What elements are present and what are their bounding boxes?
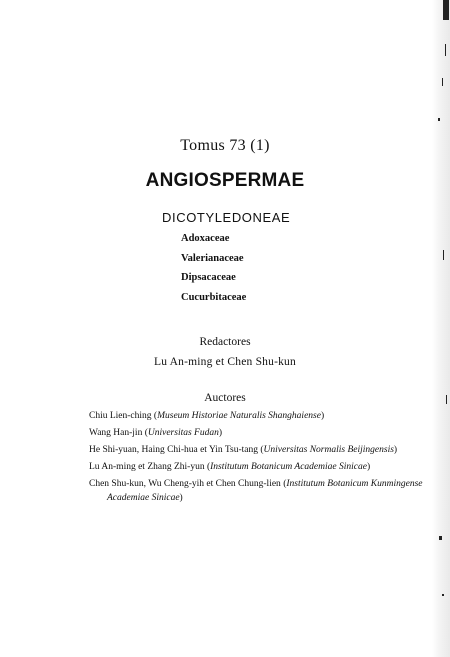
volume-number: Tomus 73 (1) xyxy=(180,137,270,154)
author-institution: Universitas Normalis Beijingensis xyxy=(263,445,394,455)
scan-mark xyxy=(439,536,442,540)
author-institution: Institutum Botanicum Kunmingense Academiae Sinicae xyxy=(107,479,423,503)
author-list xyxy=(89,409,429,508)
author-institution: Museum Historiae Naturalis Shanghaiense xyxy=(157,411,321,421)
family-item: Adoxaceae xyxy=(181,233,230,244)
redactores-names: Lu An-ming et Chen Shu-kun xyxy=(154,356,296,368)
author-entry: Chiu Lien-ching (Museum Historiae Naturalis Shanghaiense) xyxy=(89,411,325,421)
scan-mark xyxy=(443,250,444,260)
subclass-title: DICOTYLEDONEAE xyxy=(162,210,291,225)
family-item: Valerianaceae xyxy=(181,252,244,264)
redactores-label: Redactores xyxy=(199,336,251,348)
author-names: Lu An-ming et Zhang Zhi-yun xyxy=(89,462,205,472)
scan-edge xyxy=(432,0,450,657)
author-institution: Universitas Fudan xyxy=(147,428,219,438)
scan-mark xyxy=(438,118,440,121)
family-item: Cucurbitaceae xyxy=(181,291,247,303)
author-entry: Chen Shu-kun, Wu Cheng-yih et Chen Chung-lien (Institutum Botanicum Kunmingense Academiae Sinicae) xyxy=(89,479,423,503)
author-names: He Shi-yuan, Haing Chi-hua et Yin Tsu-tang xyxy=(89,445,258,455)
family-item: Dipsacaceae xyxy=(181,272,236,283)
scan-mark xyxy=(442,78,443,86)
author-entry: Wang Han-jin (Universitas Fudan) xyxy=(89,428,223,438)
author-names: Wang Han-jin xyxy=(89,428,143,438)
author-names: Chiu Lien-ching xyxy=(89,411,152,421)
author-names: Chen Shu-kun, Wu Cheng-yih et Chen Chung-lien xyxy=(89,479,281,489)
auctores-label: Auctores xyxy=(204,392,246,404)
author-institution: Institutum Botanicum Academiae Sinicae xyxy=(210,462,367,472)
scan-mark xyxy=(442,594,444,596)
family-list xyxy=(181,232,246,310)
scan-mark xyxy=(443,0,449,20)
class-title: ANGIOSPERMAE xyxy=(145,170,305,191)
author-entry: Lu An-ming et Zhang Zhi-yun (Institutum Botanicum Academiae Sinicae) xyxy=(89,462,371,472)
author-entry: He Shi-yuan, Haing Chi-hua et Yin Tsu-tang (Universitas Normalis Beijingensis) xyxy=(89,445,398,455)
scan-mark xyxy=(445,44,446,56)
